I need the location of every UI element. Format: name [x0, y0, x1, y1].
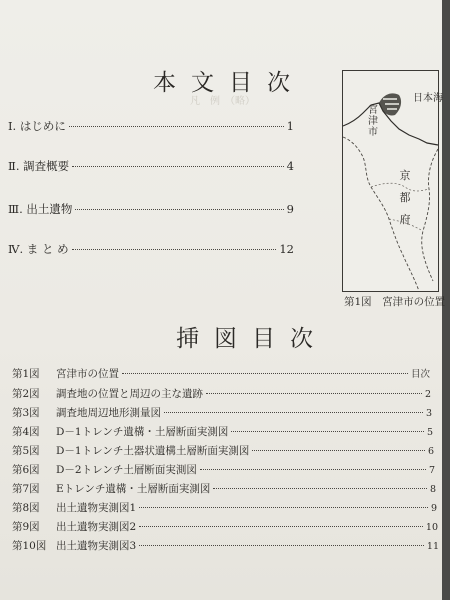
figure-title: D－1トレンチ遺構・土層断面実測図: [56, 426, 229, 438]
prefecture-border-east: [422, 149, 438, 281]
toc-entry[interactable]: [8, 158, 294, 174]
city-label: 宮津市: [368, 105, 378, 138]
figure-title: 出土遺物実測図3: [56, 540, 137, 552]
figure-page: 11: [426, 541, 439, 552]
figures-heading: 挿図目次: [176, 326, 328, 352]
figure-number: 第2図: [12, 388, 40, 400]
figure-number: 第8図: [12, 502, 40, 514]
toc-entry-page: 4: [286, 159, 294, 173]
figure-entry[interactable]: [12, 443, 434, 457]
figure-number: 第5図: [12, 445, 40, 457]
figure-title: Eトレンチ遺構・土層断面実測図: [56, 483, 211, 495]
dot-leader: [72, 249, 277, 250]
map-caption: 第1図 宮津市の位置: [344, 296, 446, 308]
dot-leader: [69, 126, 284, 127]
sea-label: 日本海: [413, 93, 443, 104]
figure-entry[interactable]: [12, 462, 435, 476]
figure-title: D－1トレンチ土器状遺構土層断面実測図: [56, 445, 250, 457]
toc-entry[interactable]: [8, 118, 294, 134]
figure-number: 第3図: [12, 407, 40, 419]
figure-title: 宮津市の位置: [56, 368, 119, 380]
dot-leader: [75, 209, 283, 210]
bleed-through-text: 凡 例 （略）: [190, 96, 255, 107]
toc-entry-page: 1: [286, 119, 294, 133]
figure-entry[interactable]: [12, 519, 438, 533]
toc-entry-label: Ⅱ. 調査概要: [8, 159, 70, 173]
figure-page: 7: [428, 465, 435, 476]
toc-entry-page: 9: [286, 202, 294, 216]
dot-leader: [206, 393, 422, 394]
contents-heading: 本文目次: [153, 70, 305, 96]
figure-page: 10: [425, 522, 438, 533]
toc-entry[interactable]: [8, 241, 294, 257]
figure-title: D－2トレンチ土層断面実測図: [56, 464, 197, 476]
dot-leader: [139, 507, 428, 508]
dot-leader: [122, 373, 408, 374]
figure-entry[interactable]: [12, 386, 431, 400]
toc-entry-page: 12: [279, 242, 294, 256]
figure-page: 6: [427, 446, 434, 457]
dot-leader: [231, 431, 424, 432]
toc-entry-label: Ⅳ. ま と め: [8, 242, 69, 256]
toc-entry[interactable]: [8, 201, 294, 217]
figure-entry[interactable]: [12, 366, 430, 380]
toc-entry-label: Ⅰ. はじめに: [8, 119, 66, 133]
dot-leader: [139, 545, 424, 546]
figure-entry[interactable]: [12, 538, 439, 552]
figure-page: 9: [430, 503, 437, 514]
figure-entry[interactable]: [12, 424, 433, 438]
dot-leader: [213, 488, 427, 489]
figure-title: 出土遺物実測図2: [56, 521, 137, 533]
location-map: [342, 70, 443, 292]
figure-title: 調査地の位置と周辺の主な遺跡: [56, 388, 203, 400]
figure-number: 第1図: [12, 368, 40, 380]
toc-entry-label: Ⅲ. 出土遺物: [8, 202, 73, 216]
dot-leader: [200, 469, 426, 470]
prefecture-label: 京都府: [399, 169, 411, 226]
figure-entry[interactable]: [12, 481, 436, 495]
dot-leader: [139, 526, 423, 527]
figure-page: 5: [426, 427, 433, 438]
figure-entry[interactable]: [12, 500, 437, 514]
figure-number: 第7図: [12, 483, 40, 495]
figure-number: 第9図: [12, 521, 40, 533]
dot-leader: [72, 166, 284, 167]
figure-title: 出土遺物実測図1: [56, 502, 137, 514]
figure-page: 8: [429, 484, 436, 495]
figure-page: 3: [425, 408, 432, 419]
figure-number: 第10図: [12, 540, 47, 552]
figure-number: 第6図: [12, 464, 40, 476]
dot-leader: [252, 450, 425, 451]
figure-entry[interactable]: [12, 405, 432, 419]
dot-leader: [164, 412, 423, 413]
figure-page: 2: [424, 389, 431, 400]
figure-page: 目次: [410, 369, 430, 380]
figure-title: 調査地周辺地形測量図: [56, 407, 161, 419]
figure-number: 第4図: [12, 426, 40, 438]
